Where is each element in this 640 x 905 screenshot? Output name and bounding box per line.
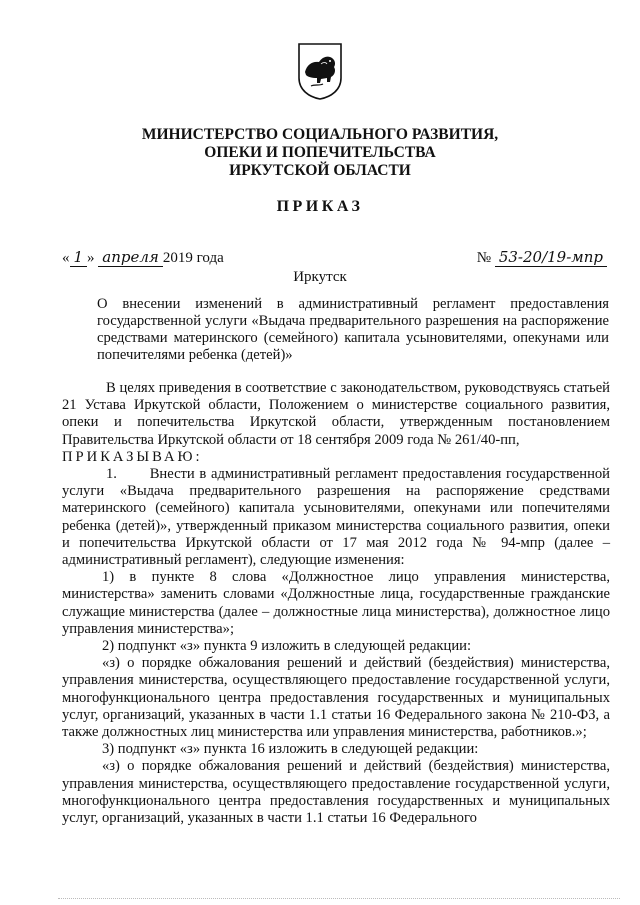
- number-value: 53-20/19-мпр: [495, 248, 607, 267]
- order-title: ПРИКАЗ: [276, 198, 364, 215]
- prikazyvayu-heading: ПРИКАЗЫВАЮ:: [62, 448, 203, 465]
- preamble-paragraph: В целях приведения в соответствие с законодательством, руководствуясь статьей 21 Устава Иркутской области, Положением о министерстве социального развития, опеки и попечительства Иркутской области, утвержденным постановлением Правительства Иркутской области от 18 сентября 2009 года № 261/40-пп,: [62, 380, 610, 448]
- date-month: апреля: [98, 248, 163, 267]
- order-subject: О внесении изменений в административный регламент предоставления государственной услуги «Выдача предварительного разрешения на распоряжение средствами материнского (семейного) капитала усыновителями, опекунами или попечителями ребенка (детей)»: [97, 296, 609, 363]
- ministry-header: [0, 126, 640, 180]
- coat-of-arms-icon: [297, 42, 343, 100]
- order-body: [62, 380, 610, 827]
- subitem-2-text: «з) о порядке обжалования решений и действий (бездействия) министерства, управления министерства, осуществляющего предоставление государственной услуги, многофункционального центра предоставления государственных и муниципальных услуг, организаций, указанных в части 1.1 статьи 16 Федерального закона № 210-ФЗ, а также должностных лиц министерства или управления министерства, работников.»;: [62, 655, 610, 741]
- subitem-2-paragraph: 2) подпункт «з» пункта 9 изложить в следующей редакции:: [102, 638, 472, 655]
- subitem-3-text: «з) о порядке обжалования решений и действий (бездействия) министерства, управления министерства, осуществляющего предоставление государственной услуги, многофункционального центра предоставления государственных и муниципальных услуг, организаций, указанных в части 1.1 статьи 16 Федерального: [62, 758, 610, 827]
- order-number: [477, 248, 607, 267]
- date-day: 1: [70, 248, 88, 267]
- date-close-quote: »: [87, 250, 95, 266]
- ministry-header-line-2: ОПЕКИ И ПОПЕЧИТЕЛЬСТВА: [204, 144, 436, 161]
- city: Иркутск: [293, 269, 347, 285]
- subitem-3-paragraph: 3) подпункт «з» пункта 16 изложить в следующей редакции:: [102, 741, 479, 758]
- ministry-header-line-3: ИРКУТСКОЙ ОБЛАСТИ: [229, 162, 411, 179]
- ministry-header-line-1: МИНИСТЕРСТВО СОЦИАЛЬНОГО РАЗВИТИЯ,: [141, 126, 499, 143]
- date-year: 2019 года: [162, 250, 224, 266]
- number-label: №: [476, 250, 492, 266]
- subitem-1-paragraph: 1) в пункте 8 слова «Должностное лицо управления министерства, министерства» заменить словами «Должностные лица, государственные гражданские служащие министерства (далее – должностные лица министерства), должностное лицо управления министерства»;: [62, 569, 610, 637]
- item-1-paragraph: 1. Внести в административный регламент предоставления государственной услуги «Выдача предварительного разрешения на распоряжение средствами материнского (семейного) капитала усыновителями, опекунами или попечителями ребенка (детей)», утвержденный приказом министерства социального развития, опеки и попечительства Иркутской области от 17 мая 2012 года № 94-мпр (далее – административный регламент), следующие изменения:: [62, 466, 610, 569]
- page-bottom-edge: [58, 898, 620, 901]
- order-date: [62, 248, 224, 267]
- date-open-quote: «: [62, 250, 70, 266]
